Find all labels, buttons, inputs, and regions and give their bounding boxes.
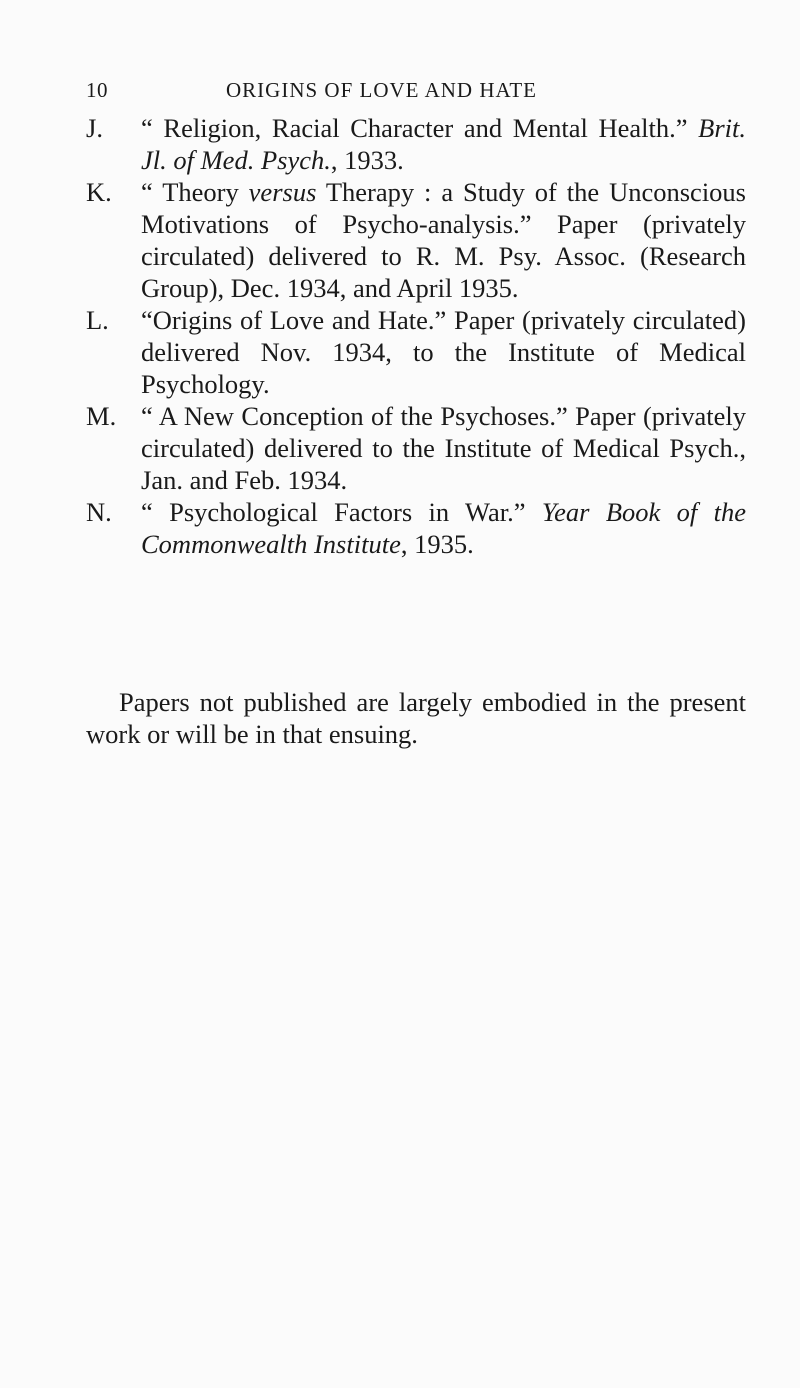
entry-journal-title: Brit. Jl. of Med. Psych.: [141, 113, 746, 175]
entry-text-part: “Origins of Love and Hate.” Paper (privately circulated) delivered Nov. 1934, to the Institute of Medical Psychology.: [141, 305, 746, 399]
entry-letter: K.: [86, 177, 112, 207]
bibliography-entry: [86, 304, 746, 400]
entry-text: [141, 400, 746, 496]
bibliography-entry: [86, 112, 746, 176]
entry-text-part: , 1935.: [400, 529, 474, 559]
entry-journal-title: Year Book of the Commonwealth Institute: [141, 497, 746, 559]
entry-text: [141, 496, 746, 560]
entry-text-part: “ Theory: [141, 177, 249, 207]
bibliography-entry: [86, 496, 746, 560]
closing-paragraph: Papers not published are largely embodied in the present work or will be in that ensuing.: [86, 686, 746, 749]
entry-text: [141, 304, 746, 400]
running-head: [86, 78, 726, 108]
entry-text-part: , 1933.: [330, 145, 404, 175]
entry-italic-word: versus: [248, 177, 317, 207]
entry-text-part: “ Religion, Racial Character and Mental Health.”: [141, 113, 699, 143]
entry-text-part: Therapy : a Study of the Unconscious Motivations of Psycho-analysis.” Paper (privately circulated) delivered to R. M. Psy. Assoc. (Research Group), Dec. 1934, and April 1935.: [141, 177, 746, 303]
entry-letter: N.: [86, 497, 112, 527]
entry-text: [141, 176, 746, 304]
page-number: 10: [86, 78, 108, 102]
entry-letter: M.: [86, 401, 117, 431]
bibliography-entry: [86, 176, 746, 304]
running-title: ORIGINS OF LOVE AND HATE: [226, 78, 537, 102]
bibliography-entry: [86, 400, 746, 496]
entry-text-part: “ A New Conception of the Psychoses.” Paper (privately circulated) delivered to the Institute of Medical Psych., Jan. and Feb. 1934.: [141, 401, 746, 495]
entry-letter: J.: [86, 113, 103, 143]
entry-text: [141, 112, 746, 176]
bibliography-list: [86, 112, 746, 560]
entry-text-part: “ Psychological Factors in War.”: [141, 497, 542, 527]
entry-letter: L.: [86, 305, 109, 335]
